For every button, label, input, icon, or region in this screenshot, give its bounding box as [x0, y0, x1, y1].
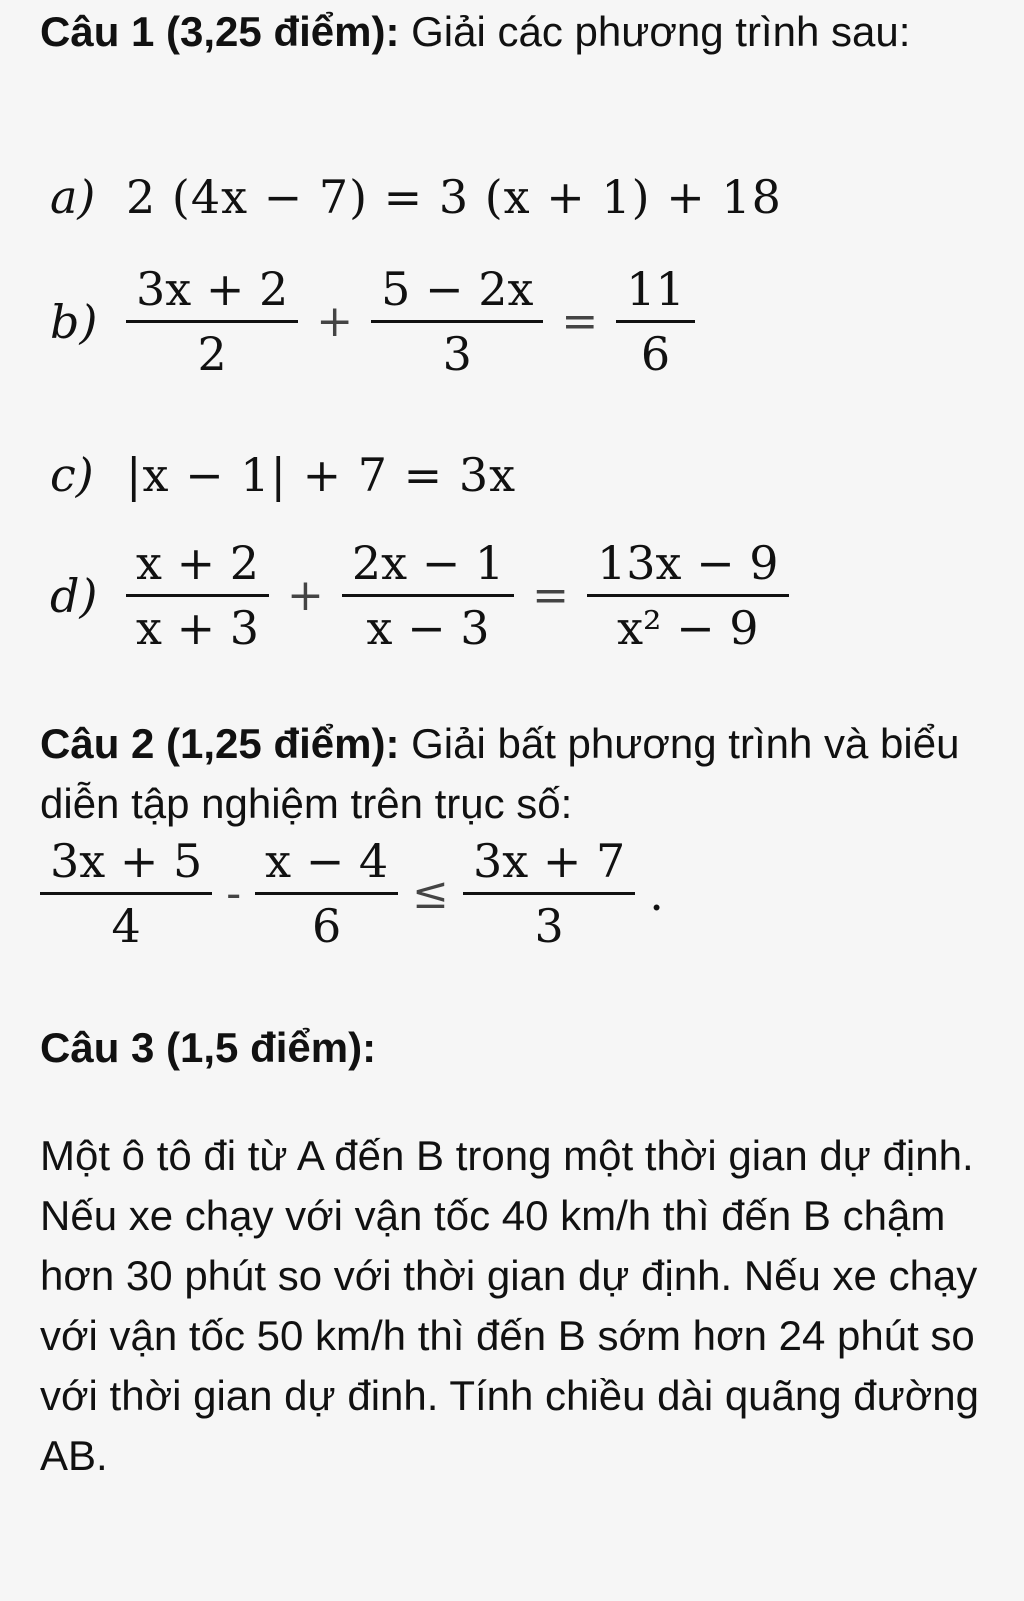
q1-text: Giải các phương trình sau:	[399, 8, 911, 55]
numerator: 3x + 5	[50, 834, 203, 888]
denominator: 2	[197, 327, 227, 381]
q1-title: Câu 1 (3,25 điểm):	[40, 8, 400, 55]
equals-sign: =	[532, 570, 570, 621]
numerator: x − 4	[265, 834, 389, 888]
fraction-b2	[371, 258, 543, 385]
q2-text: Giải bất phương trình và biểu diễn tập nghiệm trên trục số:	[40, 720, 960, 827]
numerator: x + 2	[136, 536, 259, 590]
less-equal-sign: ≤	[412, 868, 450, 919]
denominator: 3	[442, 327, 472, 381]
q2-title: Câu 2 (1,25 điểm):	[40, 720, 400, 767]
fraction-d3	[587, 532, 789, 659]
denominator: 6	[640, 327, 671, 381]
fraction-i3	[463, 830, 635, 957]
denominator: x + 3	[136, 601, 259, 655]
q1-item-c	[50, 448, 516, 502]
inequality	[40, 830, 664, 957]
fraction-b1	[126, 258, 298, 385]
q2-heading	[40, 714, 970, 834]
denominator: x − 3	[366, 601, 490, 655]
q3-heading	[40, 1018, 376, 1078]
q1-item-a	[50, 170, 782, 224]
minus-sign: -	[226, 868, 242, 919]
denominator: 3	[534, 899, 564, 953]
numerator: 3x + 7	[473, 834, 626, 888]
item-label-a: a)	[50, 170, 96, 224]
q1-item-b	[50, 258, 695, 385]
denominator: x² − 9	[617, 601, 759, 655]
item-label-b: b)	[50, 294, 98, 349]
q3-problem-text: Một ô tô đi từ A đến B trong một thời gian dự định. Nếu xe chạy với vận tốc 40 km/h thì đến B chậm hơn 30 phút so với thời gian dự định. Nếu xe chạy với vận tốc 50 km/h thì đến B sớm hơn 24 phút so với thời gian dự đinh. Tính chiều dài quãng đường AB.	[40, 1132, 980, 1479]
fraction-d2	[342, 532, 514, 659]
item-label-d: d)	[50, 568, 98, 623]
plus-sign: +	[316, 296, 354, 347]
q1-heading	[40, 2, 970, 62]
plus-sign: +	[287, 570, 324, 621]
equation-c: |x − 1| + 7 = 3x	[126, 448, 517, 502]
equation-a: 2 (4x − 7) = 3 (x + 1) + 18	[126, 170, 782, 224]
fraction-i2	[255, 830, 398, 957]
equals-sign: =	[561, 296, 599, 347]
fraction-i1	[40, 830, 212, 957]
q3-title: Câu 3 (1,5 điểm):	[40, 1024, 377, 1071]
denominator: 6	[312, 899, 342, 953]
numerator: 3x + 2	[136, 262, 289, 316]
numerator: 2x − 1	[351, 536, 505, 590]
fraction-b3	[616, 258, 695, 385]
numerator: 11	[626, 262, 685, 316]
item-label-c: c)	[50, 448, 94, 502]
numerator: 5 − 2x	[381, 262, 534, 316]
period: .	[649, 866, 664, 921]
q1-item-d	[50, 532, 789, 659]
denominator: 4	[111, 899, 141, 953]
fraction-d1	[126, 532, 269, 659]
numerator: 13x − 9	[597, 536, 779, 590]
